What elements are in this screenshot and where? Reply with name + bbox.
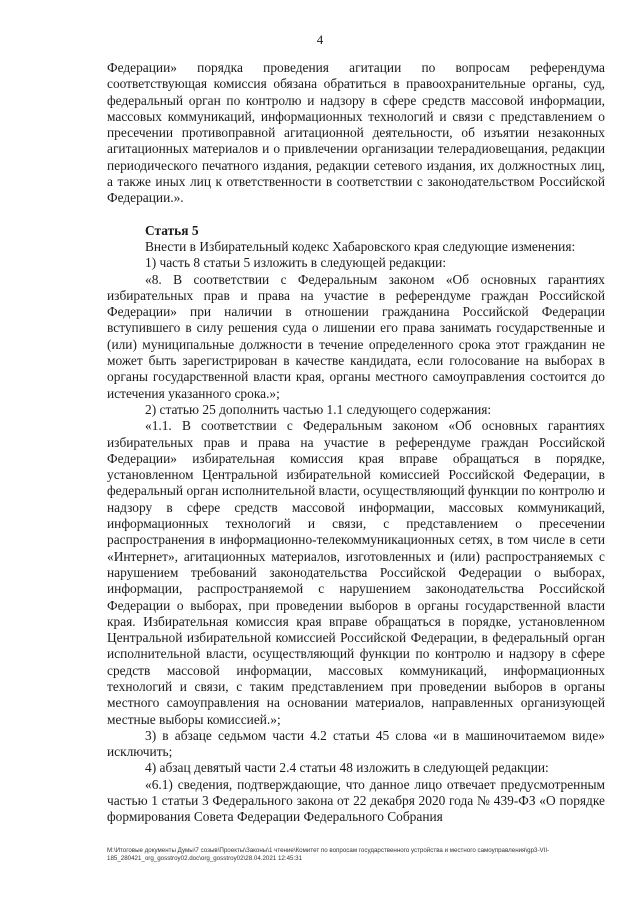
paragraph: 1) часть 8 статьи 5 изложить в следующей редакции: [145, 255, 447, 271]
paragraph: Внести в Избирательный кодекс Хабаровского края следующие изменения: [145, 238, 576, 254]
footer-path-line: M:\Итоговые документы Думы\7 созыв\Проекты\Законы\1 чтение\Комитет по вопросам государственного устройства и местного самоуправления\gp3-VII- [107, 847, 550, 854]
paragraph: 2) статью 25 дополнить частью 1.1 следующего содержания: [145, 401, 492, 417]
paragraph: 3) в абзаце седьмом части 4.2 статьи 45 слова «и в машиночитаемом виде» исключить; [107, 727, 605, 760]
paragraph: «6.1) сведения, подтверждающие, что данное лицо отвечает предусмотренным частью 1 статьи 3 Федерального закона от 22 декабря 2020 года № 439-ФЗ «О порядке формирования Совета Федерации Федерального Собрания [107, 776, 605, 825]
page-number: 4 [316, 32, 324, 47]
document-body [107, 60, 605, 826]
file-path-footer [107, 847, 627, 863]
article-heading: Статья 5 [145, 222, 199, 238]
paragraph: «8. В соответствии с Федеральным законом «Об основных гарантиях избирательных прав и права на участие в референдуме граждан Российской Федерации» при наличии в отношении гражданина Российской Федерации вступившего в силу решения суда о лишении его права занимать государственные и (или) муниципальные должности в течение определенного срока этот гражданин не может быть зарегистрирован в качестве кандидата, если голосование на выборах в органы государственной власти края, органы местного самоуправления состоится до истечения указанного срока.»; [107, 271, 605, 401]
paragraph: 4) абзац девятый части 2.4 статьи 48 изложить в следующей редакции: [145, 760, 549, 776]
footer-path-line: 185_280421_org_gosstroy02.doc\org_gosstroy02\28.04.2021 12:45:31 [107, 855, 303, 862]
paragraph-continuation: Федерации» порядка проведения агитации по вопросам референдума соответствующая комиссия обязана обратиться в правоохранительные органы, суд, федеральный орган по контролю и надзору в сфере средств массовой информации, массовых коммуникаций, информационных технологий и связи с представлением о пресечении противоправной агитационной деятельности, об изъятии незаконных агитационных материалов и о привлечении организации телерадиовещания, редакции периодического печатного издания, редакции сетевого издания, их должностных лиц, а также иных лиц к ответственности в соответствии с законодательством Российской Федерации.». [107, 60, 605, 206]
paragraph: «1.1. В соответствии с Федеральным законом «Об основных гарантиях избирательных прав и права на участие в референдуме граждан Российской Федерации» избирательная комиссия края вправе обращаться в порядке, установленном Центральной избирательной комиссией Российской Федерации, в федеральный орган исполнительной власти, осуществляющий функции по контролю и надзору в сфере средств массовой информации, массовых коммуникаций, информационных технологий и связи, с представлением о пресечении распространения в информационно-телекоммуникационных сетях, в том числе в сети «Интернет», агитационных материалов, изготовленных и (или) распространяемых с нарушением требований законодательства Российской Федерации о выборах, информации, распространяемой с нарушением законодательства Российской Федерации о выборах, при проведении выборов в органы государственной власти края. Избирательная комиссия края вправе обращаться в порядке, установленном Центральной избирательной комиссией Российской Федерации, в федеральный орган исполнительной власти, осуществляющий функции по контролю и надзору в сфере средств массовой информации, массовых коммуникаций, информационных технологий и связи, с таким представлением при проведении выборов в органы местного самоуправления на основании материалов, направленных организующей местные выборы комиссией.»; [107, 418, 605, 727]
